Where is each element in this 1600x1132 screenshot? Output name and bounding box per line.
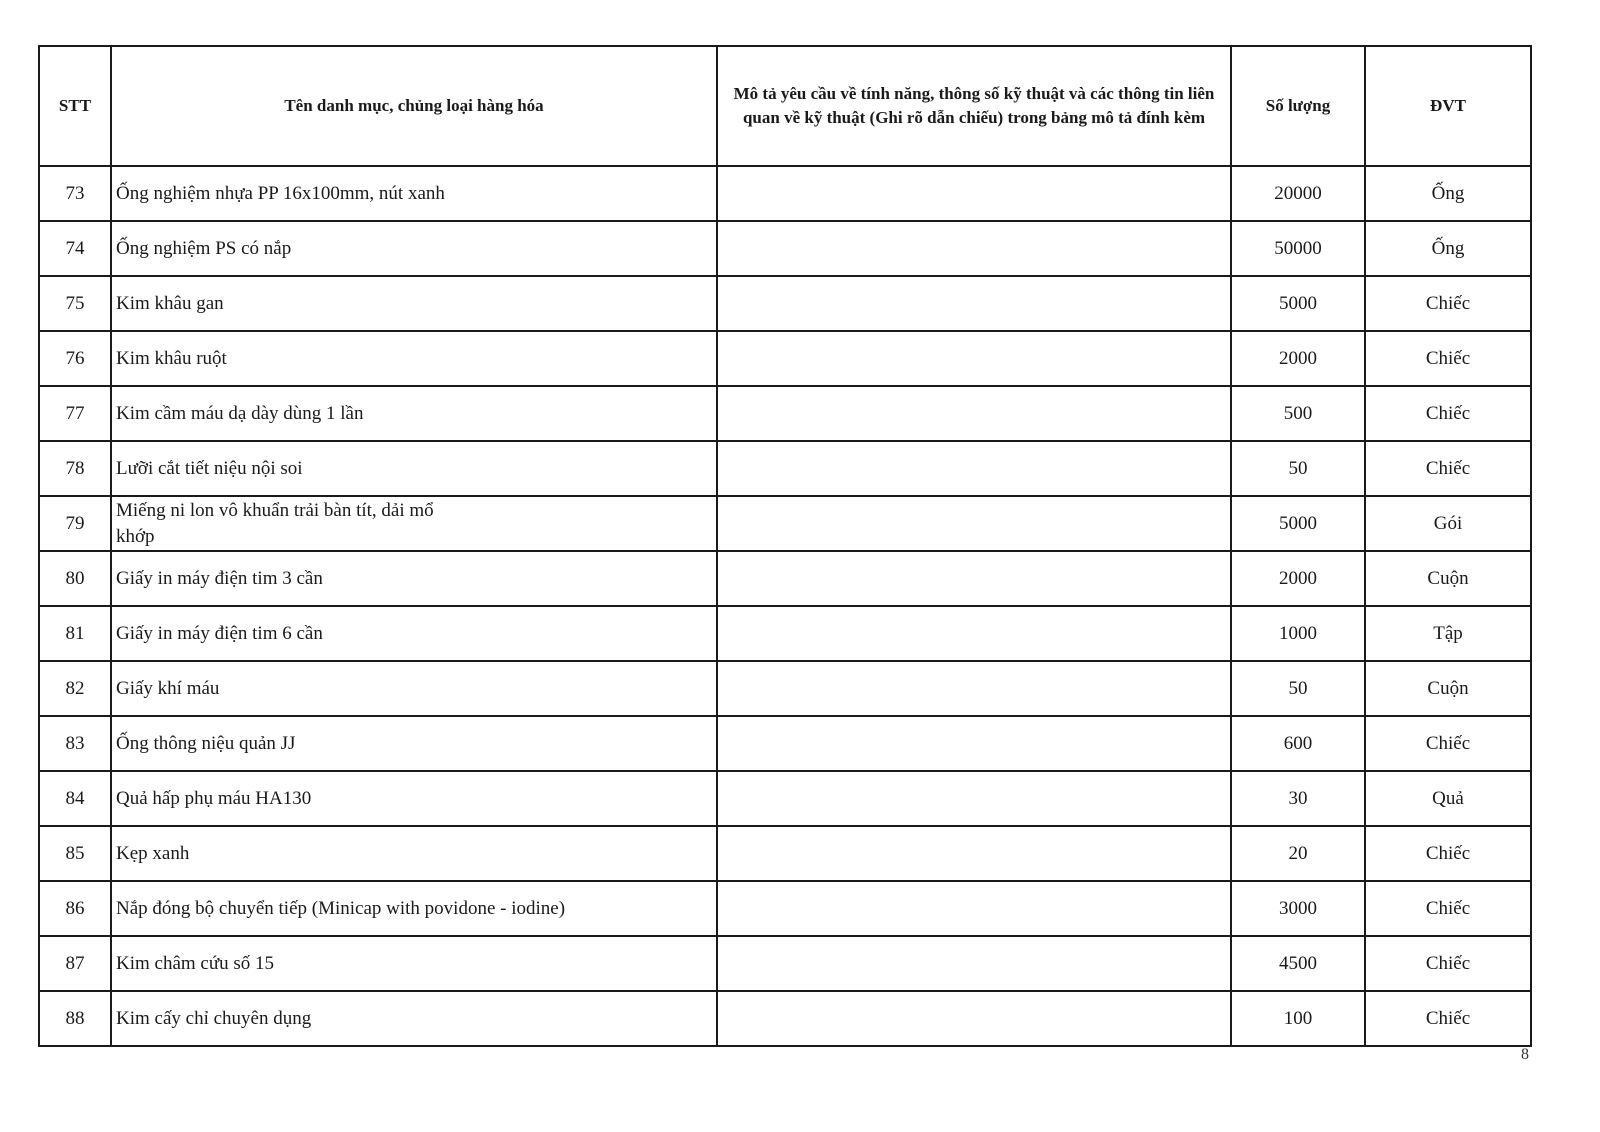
cell-quantity: 4500 xyxy=(1231,936,1365,991)
cell-name: Giấy in máy điện tim 6 cần xyxy=(111,606,717,661)
table-body xyxy=(39,166,1531,1046)
header-name: Tên danh mục, chủng loại hàng hóa xyxy=(111,46,717,166)
cell-description xyxy=(717,221,1231,276)
cell-description xyxy=(717,936,1231,991)
cell-unit: Quả xyxy=(1365,771,1531,826)
cell-stt: 73 xyxy=(39,166,111,221)
cell-quantity: 500 xyxy=(1231,386,1365,441)
goods-table xyxy=(38,45,1532,1047)
cell-description xyxy=(717,386,1231,441)
header-stt: STT xyxy=(39,46,111,166)
table-row xyxy=(39,496,1531,551)
cell-name: Nắp đóng bộ chuyển tiếp (Minicap with povidone - iodine) xyxy=(111,881,717,936)
table-row xyxy=(39,716,1531,771)
table-row xyxy=(39,441,1531,496)
cell-quantity: 50 xyxy=(1231,661,1365,716)
table-row xyxy=(39,881,1531,936)
cell-unit: Gói xyxy=(1365,496,1531,551)
cell-quantity: 20 xyxy=(1231,826,1365,881)
header-quantity: Số lượng xyxy=(1231,46,1365,166)
cell-stt: 83 xyxy=(39,716,111,771)
cell-unit: Chiếc xyxy=(1365,276,1531,331)
cell-stt: 77 xyxy=(39,386,111,441)
table-header xyxy=(39,46,1531,166)
cell-unit: Ống xyxy=(1365,166,1531,221)
cell-quantity: 100 xyxy=(1231,991,1365,1046)
cell-quantity: 50 xyxy=(1231,441,1365,496)
cell-name: Kim châm cứu số 15 xyxy=(111,936,717,991)
cell-description xyxy=(717,496,1231,551)
cell-quantity: 30 xyxy=(1231,771,1365,826)
cell-unit: Chiếc xyxy=(1365,826,1531,881)
cell-description xyxy=(717,166,1231,221)
cell-quantity: 2000 xyxy=(1231,331,1365,386)
cell-stt: 79 xyxy=(39,496,111,551)
cell-unit: Chiếc xyxy=(1365,881,1531,936)
table-row xyxy=(39,771,1531,826)
cell-name: Kim khâu gan xyxy=(111,276,717,331)
cell-unit: Cuộn xyxy=(1365,551,1531,606)
header-description: Mô tả yêu cầu về tính năng, thông số kỹ thuật và các thông tin liên quan về kỹ thuật (Ghi rõ dẫn chiếu) trong bảng mô tả đính kèm xyxy=(717,46,1231,166)
header-row xyxy=(39,46,1531,166)
cell-description xyxy=(717,991,1231,1046)
cell-name: Ống nghiệm nhựa PP 16x100mm, nút xanh xyxy=(111,166,717,221)
table-row xyxy=(39,606,1531,661)
cell-description xyxy=(717,826,1231,881)
cell-stt: 82 xyxy=(39,661,111,716)
cell-unit: Chiếc xyxy=(1365,991,1531,1046)
table-row xyxy=(39,386,1531,441)
cell-name: Lưỡi cắt tiết niệu nội soi xyxy=(111,441,717,496)
cell-stt: 88 xyxy=(39,991,111,1046)
cell-quantity: 3000 xyxy=(1231,881,1365,936)
table-row xyxy=(39,551,1531,606)
cell-name: Giấy in máy điện tim 3 cần xyxy=(111,551,717,606)
cell-name: Ống nghiệm PS có nắp xyxy=(111,221,717,276)
table-row xyxy=(39,826,1531,881)
cell-unit: Chiếc xyxy=(1365,441,1531,496)
cell-unit: Chiếc xyxy=(1365,331,1531,386)
table-row xyxy=(39,276,1531,331)
table-row xyxy=(39,661,1531,716)
cell-unit: Tập xyxy=(1365,606,1531,661)
cell-quantity: 2000 xyxy=(1231,551,1365,606)
cell-name: Miếng ni lon vô khuẩn trải bàn tít, dải mổ khớp xyxy=(111,496,717,551)
page-number: 8 xyxy=(1521,1046,1529,1063)
cell-quantity: 5000 xyxy=(1231,276,1365,331)
cell-quantity: 20000 xyxy=(1231,166,1365,221)
table-row xyxy=(39,166,1531,221)
cell-name: Kim cấy chỉ chuyên dụng xyxy=(111,991,717,1046)
cell-unit: Chiếc xyxy=(1365,936,1531,991)
cell-unit: Chiếc xyxy=(1365,716,1531,771)
cell-stt: 80 xyxy=(39,551,111,606)
cell-name: Ống thông niệu quản JJ xyxy=(111,716,717,771)
cell-description xyxy=(717,661,1231,716)
cell-unit: Cuộn xyxy=(1365,661,1531,716)
cell-stt: 76 xyxy=(39,331,111,386)
cell-stt: 81 xyxy=(39,606,111,661)
cell-description xyxy=(717,716,1231,771)
cell-quantity: 5000 xyxy=(1231,496,1365,551)
table-row xyxy=(39,221,1531,276)
cell-description xyxy=(717,276,1231,331)
cell-stt: 86 xyxy=(39,881,111,936)
cell-name: Kim khâu ruột xyxy=(111,331,717,386)
cell-unit: Chiếc xyxy=(1365,386,1531,441)
cell-name: Kim cầm máu dạ dày dùng 1 lần xyxy=(111,386,717,441)
cell-stt: 84 xyxy=(39,771,111,826)
table-row xyxy=(39,936,1531,991)
cell-description xyxy=(717,606,1231,661)
cell-stt: 85 xyxy=(39,826,111,881)
cell-description xyxy=(717,331,1231,386)
cell-description xyxy=(717,771,1231,826)
cell-stt: 75 xyxy=(39,276,111,331)
header-unit: ĐVT xyxy=(1365,46,1531,166)
table-row xyxy=(39,331,1531,386)
cell-description xyxy=(717,551,1231,606)
cell-description xyxy=(717,441,1231,496)
cell-quantity: 600 xyxy=(1231,716,1365,771)
cell-description xyxy=(717,881,1231,936)
cell-stt: 74 xyxy=(39,221,111,276)
cell-quantity: 1000 xyxy=(1231,606,1365,661)
cell-name: Giấy khí máu xyxy=(111,661,717,716)
cell-unit: Ống xyxy=(1365,221,1531,276)
cell-name: Kẹp xanh xyxy=(111,826,717,881)
cell-name: Quả hấp phụ máu HA130 xyxy=(111,771,717,826)
cell-stt: 78 xyxy=(39,441,111,496)
table-row xyxy=(39,991,1531,1046)
cell-stt: 87 xyxy=(39,936,111,991)
cell-quantity: 50000 xyxy=(1231,221,1365,276)
